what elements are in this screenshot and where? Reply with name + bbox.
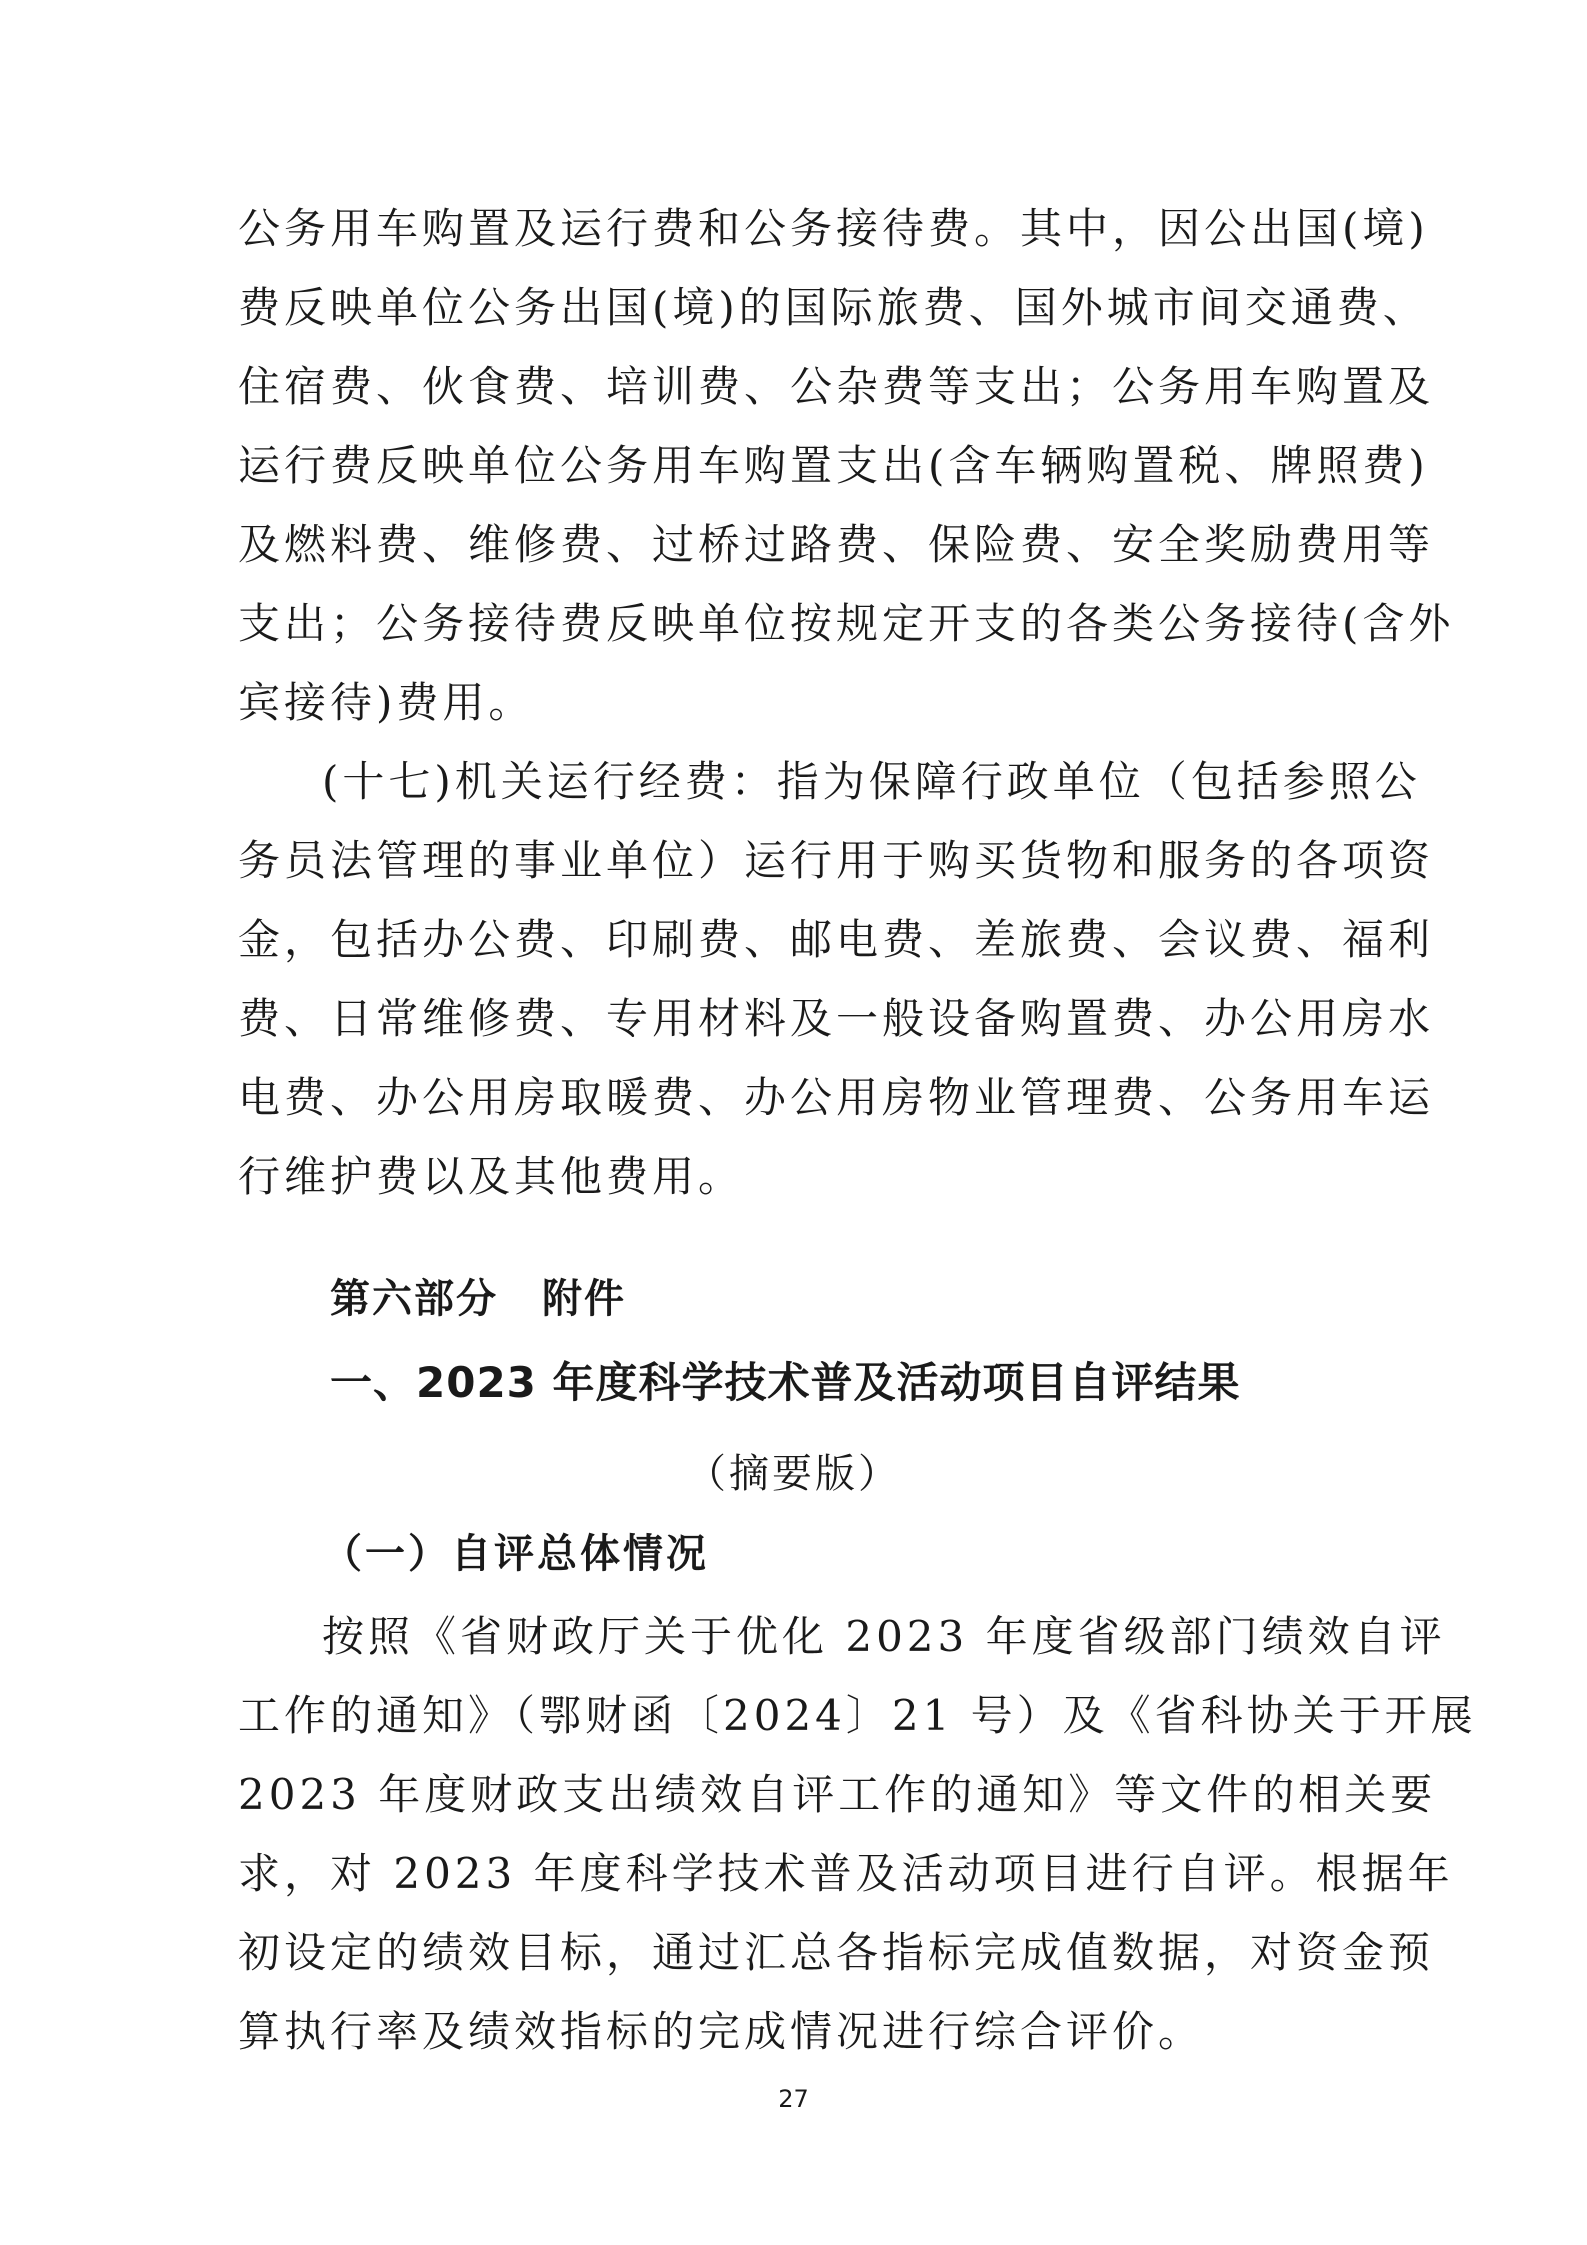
- text-line: 务员法管理的事业单位）运行用于购买货物和服务的各项资: [238, 836, 1435, 885]
- text-line: 公务用车购置及运行费和公务接待费。其中，因公出国(境): [238, 204, 1429, 253]
- section-heading: 一、2023 年度科学技术普及活动项目自评结果: [330, 1358, 1241, 1407]
- text-line: 支出；公务接待费反映单位按规定开支的各类公务接待(含外: [238, 599, 1455, 648]
- text-line: (十七)机关运行经费：指为保障行政单位（包括参照公: [322, 757, 1421, 806]
- text-line: 求，对 2023 年度科学技术普及活动项目进行自评。根据年: [238, 1849, 1454, 1898]
- text-line: 算执行率及绩效指标的完成情况进行综合评价。: [238, 2007, 1205, 2056]
- text-line: 费、日常维修费、专用材料及一般设备购置费、办公用房水: [238, 994, 1435, 1043]
- part-heading: [330, 1262, 626, 1336]
- text-line: 运行费反映单位公务用车购置支出(含车辆购置税、牌照费): [238, 441, 1429, 490]
- text-line: 宾接待)费用。: [238, 678, 535, 727]
- abstract-note: （摘要版）: [686, 1451, 901, 1497]
- part-label: 第六部分: [330, 1276, 498, 1322]
- text-line: 金，包括办公费、印刷费、邮电费、差旅费、会议费、福利: [238, 915, 1435, 964]
- part-title: 附件: [542, 1276, 626, 1322]
- text-line: 行维护费以及其他费用。: [238, 1152, 745, 1201]
- text-line: 电费、办公用房取暖费、办公用房物业管理费、公务用车运: [238, 1073, 1435, 1122]
- sub-heading: （一）自评总体情况: [322, 1530, 709, 1577]
- text-line: 工作的通知》（鄂财函〔2024〕21 号）及《省科协关于开展: [238, 1691, 1477, 1740]
- text-line: 按照《省财政厅关于优化 2023 年度省级部门绩效自评: [322, 1612, 1446, 1661]
- text-line: 2023 年度财政支出绩效自评工作的通知》等文件的相关要: [238, 1770, 1437, 1819]
- text-line: 住宿费、伙食费、培训费、公杂费等支出；公务用车购置及: [238, 362, 1435, 411]
- text-line: 费反映单位公务出国(境)的国际旅费、国外城市间交通费、: [238, 283, 1429, 332]
- text-line: 及燃料费、维修费、过桥过路费、保险费、安全奖励费用等: [238, 520, 1435, 569]
- text-line: 初设定的绩效目标，通过汇总各指标完成值数据，对资金预: [238, 1928, 1435, 1977]
- page-number: 27: [778, 2085, 809, 2113]
